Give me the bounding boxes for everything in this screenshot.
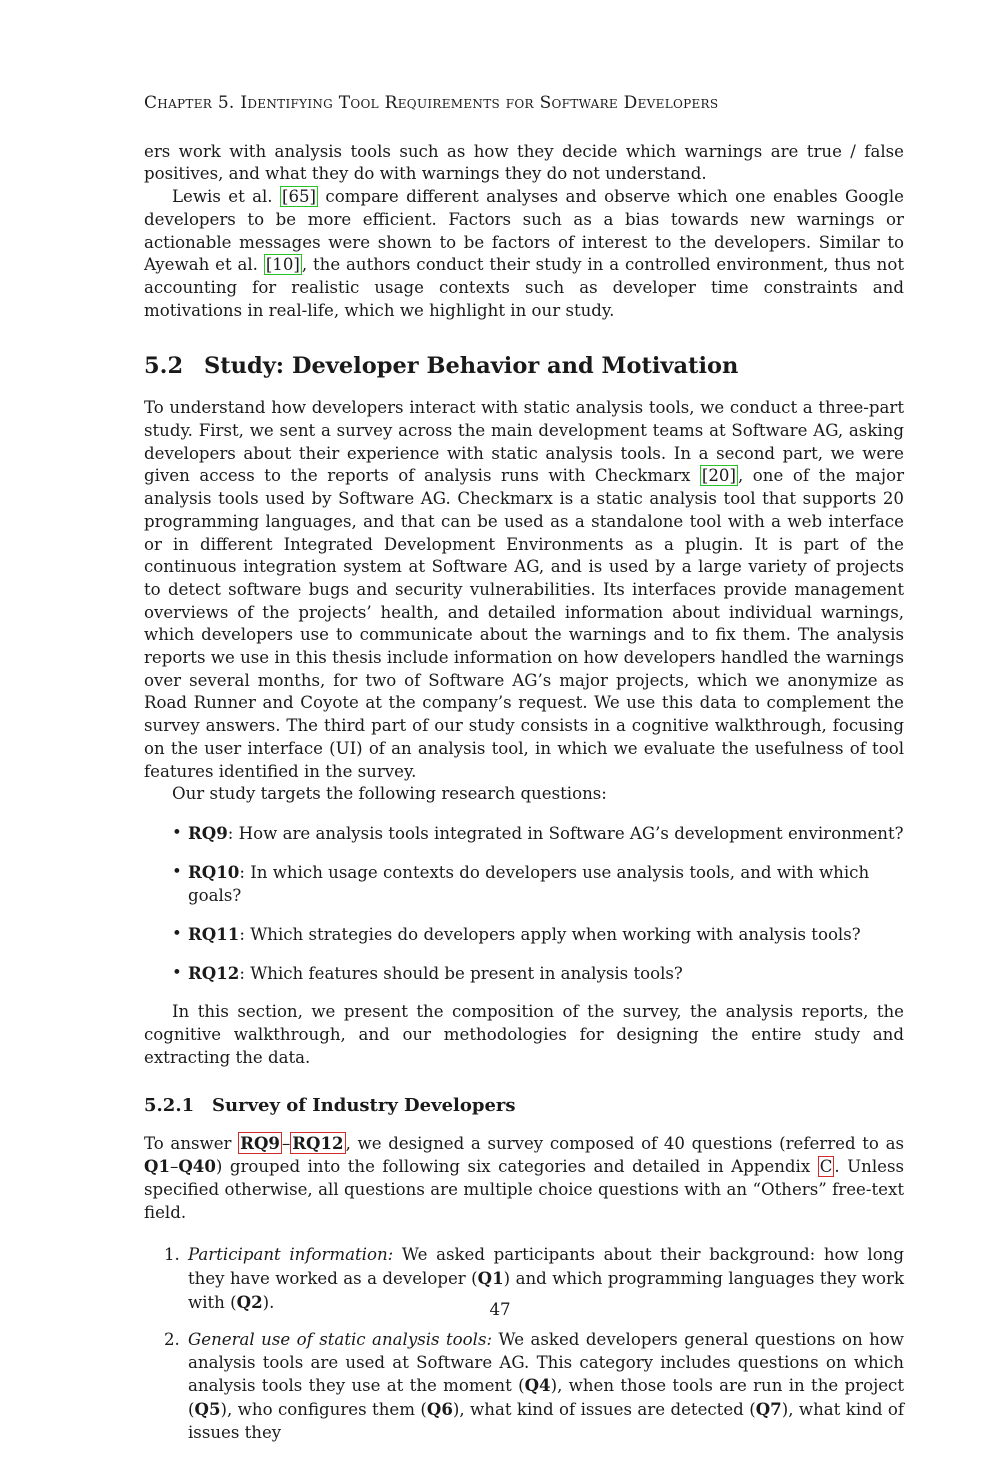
bullet-glyph: •	[172, 962, 182, 982]
rq-label: RQ12	[188, 962, 240, 983]
intro-paragraph-1	[144, 141, 904, 186]
intro-text-b: compare different analyses and observe which one enables Google developers to be more efficient. Factors such as a bias towards new warnings or actionable messages were shown to be factors of interest to the developers. Similar to Ayewah et al.	[144, 187, 904, 275]
question-ref: Q1	[144, 1156, 171, 1177]
rq-text: : Which features should be present in analysis tools?	[239, 963, 683, 983]
rq-label: RQ10	[188, 861, 240, 882]
list-item	[172, 923, 904, 947]
text-run: , we designed a survey composed of 40 questions (referred to as	[345, 1133, 904, 1153]
ref-link-appendix-c[interactable]: C	[819, 1157, 833, 1177]
section-title: Study: Developer Behavior and Motivation	[204, 353, 739, 380]
list-item	[172, 861, 904, 907]
text-run: ), who configures them (	[220, 1400, 427, 1420]
section-heading	[144, 352, 904, 380]
text-run: ), what kind of issues are detected (	[452, 1400, 756, 1420]
text-run: We asked participants about their background: how long they have worked as a developer (	[188, 1245, 904, 1289]
item-number: 1.	[164, 1245, 180, 1265]
section-text-a: To understand how developers interact with static analysis tools, we conduct a three-part study. First, we sent a survey across the main development teams at Software AG, asking developers about their experience with static analysis tools. In a second part, we were given access to the reports of analysis runs with Checkmarx	[144, 398, 904, 486]
text-run: –	[281, 1133, 291, 1153]
running-header: Chapter 5. Identifying Tool Requirements for Software Developers	[144, 93, 719, 113]
rq-label: RQ9	[188, 822, 228, 843]
page-number: 47	[489, 1300, 511, 1319]
list-item	[172, 962, 904, 986]
section-paragraph-3: In this section, we present the composition of the survey, the analysis reports, the cognitive walkthrough, and our methodologies for designing the entire study and extracting the data.	[144, 1002, 904, 1067]
intro-paragraph-2	[144, 186, 904, 322]
citation-link-20[interactable]: [20]	[701, 466, 736, 486]
text-run: –	[170, 1157, 179, 1177]
section-paragraph-2: Our study targets the following research questions:	[172, 784, 607, 804]
rq-text: : Which strategies do developers apply when working with analysis tools?	[239, 924, 861, 944]
rq-text: : In which usage contexts do developers use analysis tools, and with which goals?	[188, 862, 870, 905]
category-title: General use of static analysis tools:	[188, 1329, 493, 1349]
question-ref: Q5	[194, 1399, 221, 1420]
bullet-glyph: •	[172, 822, 182, 842]
list-item	[164, 1329, 905, 1445]
subsection-paragraph-1	[144, 1132, 904, 1225]
text-run: ), what kind of issues they	[188, 1400, 905, 1442]
ref-link-rq12[interactable]: RQ12	[292, 1132, 344, 1153]
subsection-number: 5.2.1	[144, 1094, 195, 1116]
intro-text-c: , the authors conduct their study in a controlled environment, thus not accounting for realistic usage contexts such as developer time constraints and motivations in real-life, which we highlight in our study.	[144, 255, 905, 320]
question-ref: Q4	[524, 1375, 551, 1396]
citation-link-10[interactable]: [10]	[265, 255, 300, 275]
research-questions-list	[144, 822, 904, 985]
bullet-glyph: •	[172, 861, 182, 881]
text-run: ) grouped into the following six categories and detailed in Appendix	[215, 1157, 818, 1177]
rq-text: : How are analysis tools integrated in Software AG’s development environment?	[227, 823, 904, 843]
section-paragraph-1	[144, 397, 904, 783]
category-title: Participant information:	[188, 1245, 394, 1265]
text-run: ).	[262, 1292, 275, 1312]
page-content	[144, 92, 904, 1459]
question-ref: Q2	[236, 1291, 263, 1312]
question-ref: Q7	[755, 1399, 782, 1420]
bullet-glyph: •	[172, 923, 182, 943]
question-ref: Q40	[178, 1156, 216, 1177]
intro-text: ers work with analysis tools such as how they decide which warnings are true / false positives, and what they do with warnings they do not understand.	[144, 141, 904, 184]
subsection-title: Survey of Industry Developers	[212, 1094, 516, 1116]
subsection-heading	[144, 1094, 904, 1118]
text-run: ), when those tools are run in the project (	[188, 1376, 904, 1420]
question-ref: Q1	[477, 1268, 504, 1289]
section-number: 5.2	[144, 353, 184, 380]
list-item	[172, 822, 904, 846]
ref-link-rq9[interactable]: RQ9	[240, 1132, 280, 1153]
question-ref: Q6	[426, 1399, 453, 1420]
survey-categories-list	[144, 1244, 904, 1444]
text-run: . Unless specified otherwise, all questions are multiple choice questions with an “Others” free-text field.	[144, 1157, 904, 1222]
section-text-b: , one of the major analysis tools used by Software AG. Checkmarx is a static analysis tool that supports 20 programming languages, and that can be used as a standalone tool with a web interface or in different Integrated Development Environments as a plugin. It is part of the continuous integration system at Software AG, and is used by a large variety of projects to detect software bugs and security vulnerabilities. Its interfaces provide management overviews of the projects’ health, and detailed information about individual warnings, which developers use to communicate about the warnings and to fix them. The analysis reports we use in this thesis include information on how developers handled the warnings over several months, for two of Software AG’s major projects, which we anonymize as Road Runner and Coyote at the company’s request. We use this data to complement the survey answers. The third part of our study consists in a cognitive walkthrough, focusing on the user interface (UI) of an analysis tool, in which we evaluate the usefulness of tool features identified in the survey.	[144, 466, 904, 781]
intro-text-a: Lewis et al.	[172, 187, 280, 207]
text-run: We asked developers general questions on how analysis tools are used at Software AG. This category includes questions on which analysis tools they use at the moment (	[188, 1329, 904, 1396]
citation-link-65[interactable]: [65]	[281, 187, 317, 207]
rq-label: RQ11	[188, 923, 240, 944]
text-run: ) and which programming languages they work with (	[188, 1269, 904, 1312]
item-number: 2.	[164, 1329, 180, 1349]
text-run: To answer	[144, 1133, 239, 1153]
